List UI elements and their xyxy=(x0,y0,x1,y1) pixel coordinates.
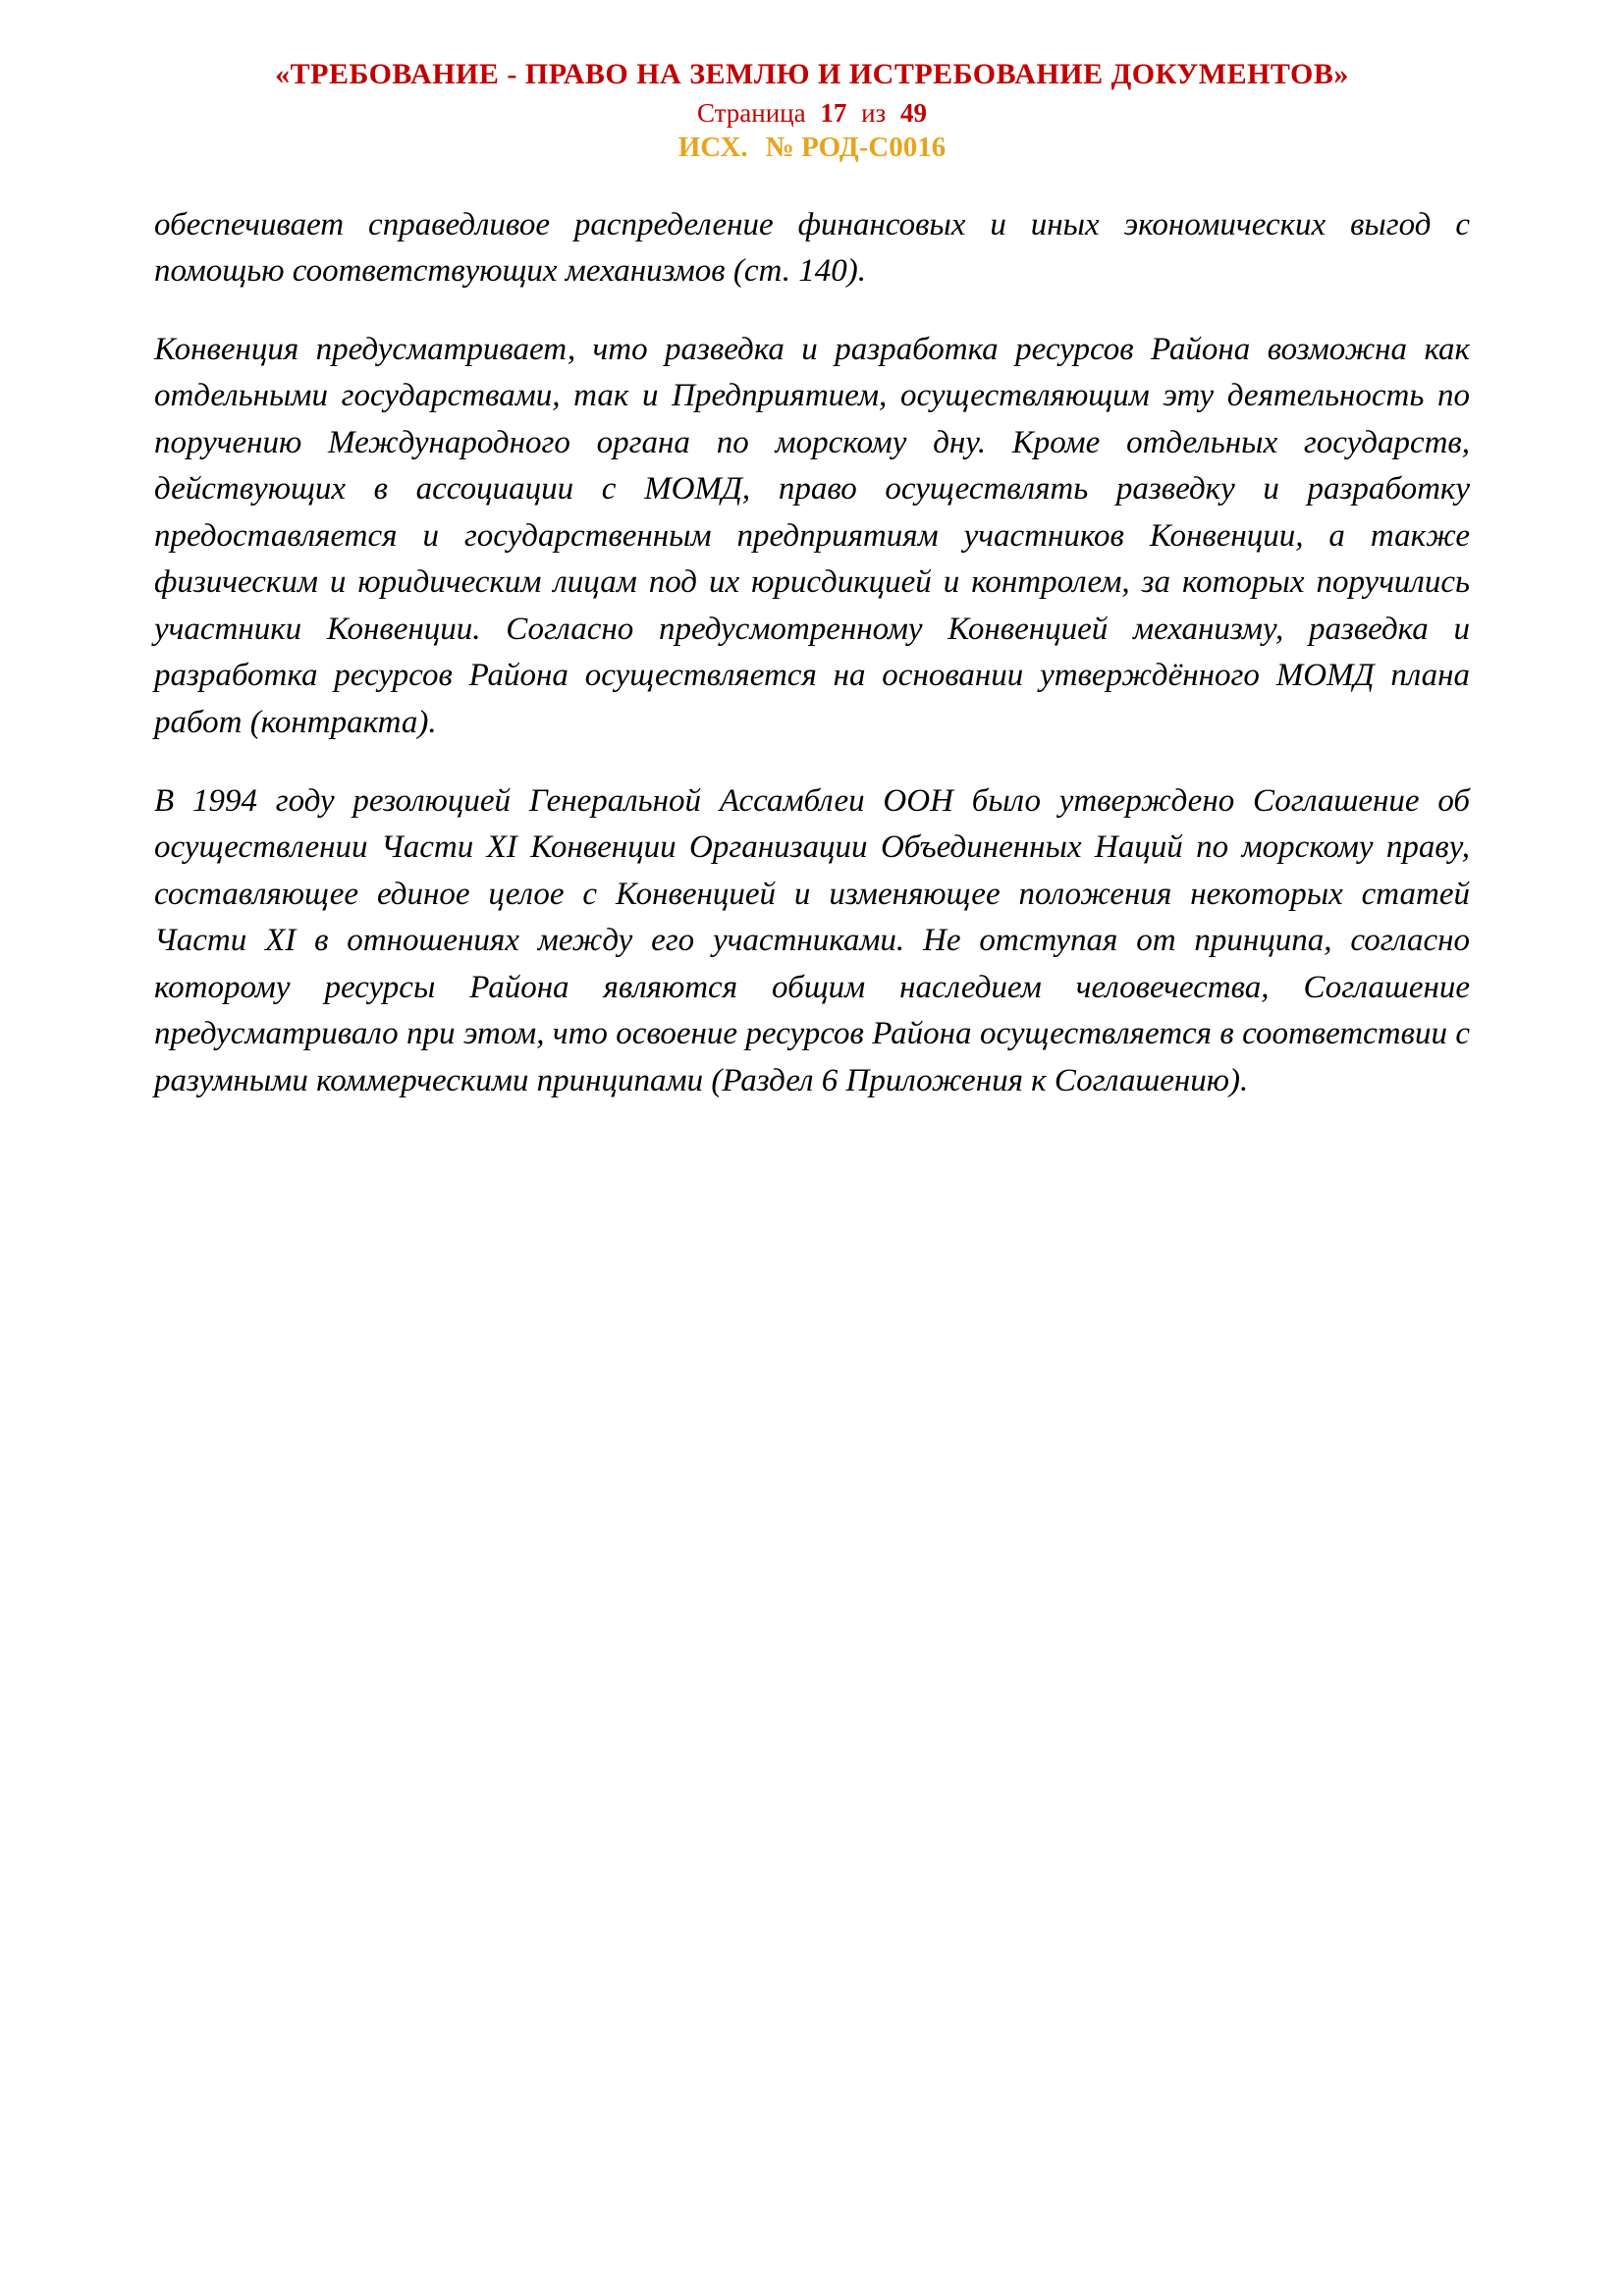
page-label: Страница xyxy=(697,98,806,128)
document-header xyxy=(154,57,1470,165)
page-total-number: 49 xyxy=(899,98,927,128)
page-number-line xyxy=(154,98,1470,129)
body-paragraph: обеспечивает справедливое распределение финансовых и иных экономических выгод с помощью соответствующих механизмов (ст. 140). xyxy=(154,206,1470,290)
document-body xyxy=(154,202,1470,1104)
page-separator: из xyxy=(861,98,887,128)
reference-number: № РОД-С0016 xyxy=(765,132,947,164)
reference-label: ИСХ. xyxy=(677,132,748,164)
body-paragraph: Конвенция предусматривает, что разведка и разработка ресурсов Района возможна как отдельными государствами, так и Предприятием, осуществляющим эту деятельность по поручению Международного органа по морскому дну. Кроме отдельных государств, действующих в ассоциации с МОМД, право осуществлять разведку и разработку предоставляется и государственным предприятиям участников Конвенции, а также физическим и юридическим лицам под их юрисдикцией и контролем, за которых поручились участники Конвенции. Согласно предусмотренному Конвенцией механизму, разведка и разработка ресурсов Района осуществляется на основании утверждённого МОМД плана работ (контракта). xyxy=(154,331,1470,740)
body-paragraph: В 1994 году резолюцией Генеральной Ассамблеи ООН было утверждено Соглашение об осуществлении Части XI Конвенции Организации Объединенных Наций по морскому праву, составляющее единое целое с Конвенцией и изменяющее положения некоторых статей Части XI в отношениях между его участниками. Не отступая от принципа, согласно которому ресурсы Района являются общим наследием человечества, Соглашение предусматривало при этом, что освоение ресурсов Района осуществляется в соответствии с разумными коммерческими принципами (Раздел 6 Приложения к Соглашению). xyxy=(154,782,1470,1098)
document-title: «ТРЕБОВАНИЕ - ПРАВО НА ЗЕМЛЮ И ИСТРЕБОВАНИЕ ДОКУМЕНТОВ» xyxy=(275,58,1349,90)
reference-number-line xyxy=(154,131,1470,165)
page-current-number: 17 xyxy=(820,98,847,128)
